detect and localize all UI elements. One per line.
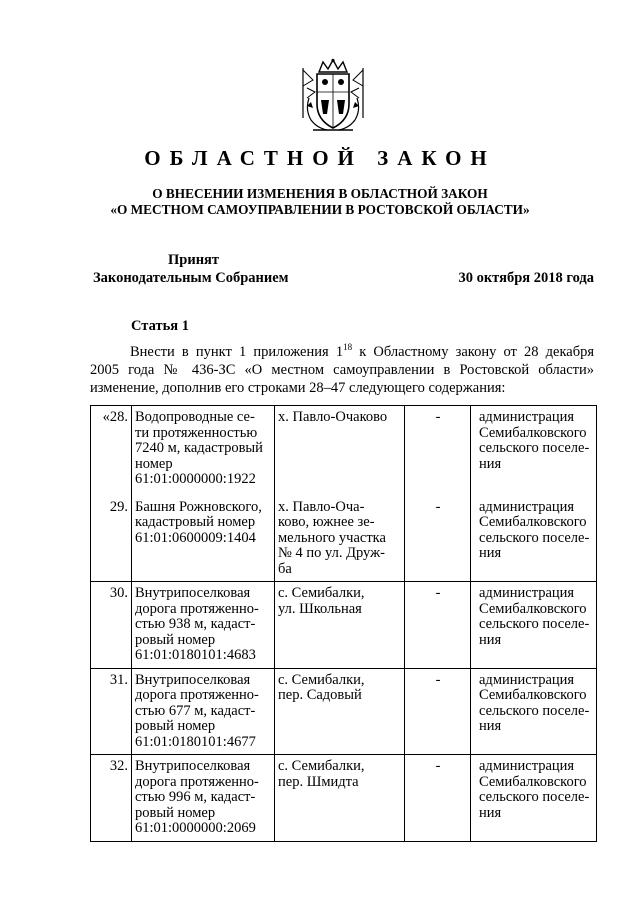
admin-line: сельского поселе- <box>479 529 590 546</box>
administration-cell <box>471 492 597 582</box>
law-subtitle <box>0 186 640 218</box>
value-cell: - <box>405 755 471 842</box>
name-line: 61:01:0180101:4677 <box>135 733 256 750</box>
name-line: дорога протяженно- <box>135 687 259 703</box>
admin-line: администрация <box>479 409 575 425</box>
row-number: 29. <box>91 492 132 582</box>
admin-line: Семибалковского <box>479 514 587 530</box>
name-line: стью 996 м, кадаст- <box>135 789 256 805</box>
name-line: дорога протяженно- <box>135 600 259 617</box>
admin-line: ния <box>479 718 502 734</box>
row-number: 31. <box>91 668 132 755</box>
admin-line: Семибалковского <box>479 687 587 703</box>
object-name-cell <box>132 668 275 755</box>
name-line: 61:01:0600009:1404 <box>135 529 256 546</box>
value-cell: - <box>405 492 471 582</box>
object-name-cell <box>132 755 275 842</box>
subtitle-line-2: «О МЕСТНОМ САМОУПРАВЛЕНИИ В РОСТОВСКОЙ ОБЛАСТИ» <box>110 202 530 217</box>
object-name-cell <box>132 582 275 669</box>
admin-line: администрация <box>479 758 575 774</box>
admin-line: ния <box>479 804 502 821</box>
adopted-label: Принят <box>168 252 220 268</box>
value-cell: - <box>405 668 471 755</box>
admin-line: администрация <box>479 671 575 688</box>
object-name-cell <box>132 492 275 582</box>
admin-line: ния <box>479 545 502 561</box>
object-name-cell <box>132 406 275 492</box>
row-number: «28. <box>91 406 132 492</box>
location-line: ково, южнее зе- <box>278 514 375 530</box>
amendment-table <box>90 405 597 842</box>
amendment-table-body <box>91 406 597 842</box>
row-number: 30. <box>91 582 132 669</box>
administration-cell <box>471 582 597 669</box>
location-cell <box>275 406 405 492</box>
value-cell: - <box>405 406 471 492</box>
location-line: с. Семибалки, <box>278 585 365 601</box>
administration-cell <box>471 668 597 755</box>
location-line: с. Семибалки, <box>278 758 365 774</box>
name-line: Внутрипоселковая <box>135 758 251 774</box>
article-heading: Статья 1 <box>131 318 189 334</box>
article-text-line-2: 2005 года № 436-ЗС «О местном самоуправлении в Ростовской области» <box>90 362 594 378</box>
adopted-by: Законодательным Собранием <box>93 270 289 286</box>
admin-line: администрация <box>479 498 575 515</box>
admin-line: Семибалковского <box>479 424 587 441</box>
article-text-line-1a: Внести в пункт 1 приложения 1 <box>130 344 344 360</box>
location-line: х. Павло-Очаково <box>278 409 388 425</box>
location-line: ул. Школьная <box>278 600 362 617</box>
value-cell: - <box>405 582 471 669</box>
name-line: ровый номер <box>135 631 216 648</box>
name-line: Внутрипоселковая <box>135 585 251 601</box>
location-cell <box>275 582 405 669</box>
admin-line: сельского поселе- <box>479 789 590 805</box>
name-line: Башня Рожновского, <box>135 498 262 515</box>
row-number: 32. <box>91 755 132 842</box>
admin-line: Семибалковского <box>479 600 587 617</box>
administration-cell <box>471 406 597 492</box>
location-line: ба <box>278 560 292 577</box>
admin-line: ния <box>479 455 502 472</box>
table-row <box>91 406 597 492</box>
location-line: с. Семибалки, <box>278 671 365 688</box>
admin-line: сельского поселе- <box>479 440 590 456</box>
admin-line: ния <box>479 631 502 648</box>
admin-line: сельского поселе- <box>479 702 590 719</box>
name-line: 61:01:0000000:1922 <box>135 471 256 487</box>
name-line: 61:01:0180101:4683 <box>135 647 256 663</box>
name-line: 61:01:0000000:2069 <box>135 820 256 836</box>
name-line: 7240 м, кадастровый <box>135 440 263 456</box>
name-line: стью 938 м, кадаст- <box>135 616 256 632</box>
article-text <box>90 343 594 397</box>
location-cell <box>275 755 405 842</box>
administration-cell <box>471 755 597 842</box>
admin-line: Семибалковского <box>479 773 587 790</box>
table-row <box>91 755 597 842</box>
table-row <box>91 668 597 755</box>
article-text-line-1 <box>90 343 594 361</box>
location-line: пер. Садовый <box>278 687 362 703</box>
name-line: номер <box>135 455 173 472</box>
location-line: пер. Шмидта <box>278 773 359 790</box>
name-line: ти протяженностью <box>135 424 258 441</box>
name-line: кадастровый номер <box>135 514 256 530</box>
name-line: Внутрипоселковая <box>135 671 251 688</box>
table-row <box>91 492 597 582</box>
location-line: х. Павло-Оча- <box>278 498 365 515</box>
admin-line: сельского поселе- <box>479 616 590 632</box>
name-line: Водопроводные се- <box>135 409 255 425</box>
adopted-date: 30 октября 2018 года <box>458 270 594 286</box>
location-cell <box>275 668 405 755</box>
location-line: мельного участка <box>278 529 386 546</box>
article-text-line-1b: к Областному закону от 28 декабря <box>352 344 594 360</box>
table-row <box>91 582 597 669</box>
name-line: ровый номер <box>135 804 216 821</box>
location-line: № 4 по ул. Друж- <box>278 545 385 561</box>
location-cell <box>275 492 405 582</box>
admin-line: администрация <box>479 585 575 601</box>
name-line: дорога протяженно- <box>135 773 259 790</box>
subtitle-line-1: О ВНЕСЕНИИ ИЗМЕНЕНИЯ В ОБЛАСТНОЙ ЗАКОН <box>152 186 488 201</box>
law-title: ОБЛАСТНОЙ ЗАКОН <box>144 146 496 170</box>
coat-of-arms-icon <box>297 58 369 134</box>
superscript: 18 <box>343 342 353 353</box>
name-line: ровый номер <box>135 718 216 734</box>
article-text-line-3: изменение, дополнив его строками 28–47 следующего содержания: <box>90 380 506 396</box>
name-line: стью 677 м, кадаст- <box>135 702 256 719</box>
